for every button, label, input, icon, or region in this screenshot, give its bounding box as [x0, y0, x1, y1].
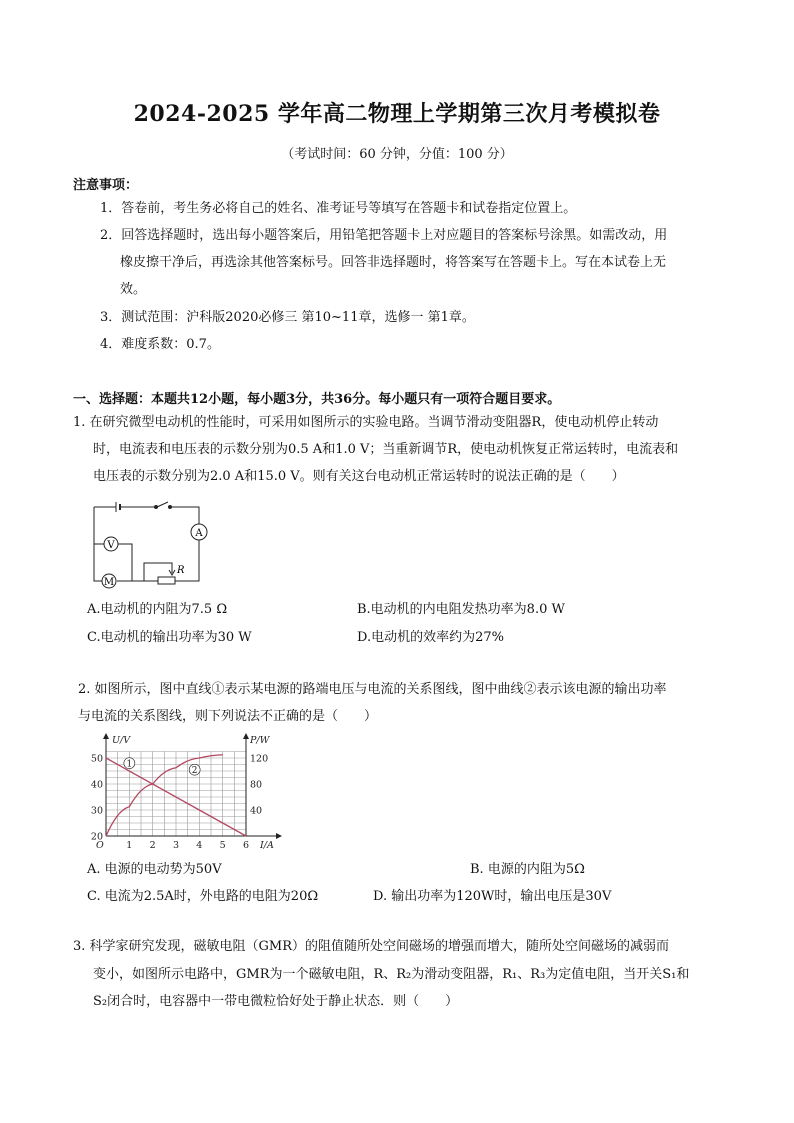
notice-item-2-cont: 橡皮擦干净后，再选涂其他答案标号。回答非选择题时，将答案写在答题卡上。写在本试卷上无 — [120, 255, 667, 270]
x-tick-label: 5 — [219, 840, 226, 851]
notice-item-2-end: 效。 — [120, 282, 147, 297]
q3-line-1: 3. 科学家研究发现，磁敏电阻（GMR）的阻值随所处空间磁场的增强而增大，随所处空间磁场的减弱而 — [73, 939, 670, 954]
q1-option-b[interactable]: B.电动机的内电阻发热功率为8.0 W — [357, 602, 565, 617]
voltmeter-label: V — [107, 540, 115, 551]
rheostat-label: R — [177, 565, 185, 576]
notice-item-4: 4．难度系数：0.7。 — [100, 337, 220, 352]
y-tick-label: 20 — [90, 831, 103, 843]
q2-line-2: 与电流的关系图线，则下列说法不正确的是（ ） — [78, 709, 378, 724]
q1-line-2: 时，电流表和电压表的示数分别为0.5 A和1.0 V；当重新调节R，使电动机恢复正常运转时，电流表和 — [93, 442, 679, 457]
q2-option-a[interactable]: A. 电源的电动势为50V — [87, 862, 222, 877]
y2-tick-label: 40 — [250, 805, 263, 817]
q1-line-3: 电压表的示数分别为2.0 A和15.0 V。则有关这台电动机正常运转时的说法正确的是（ ） — [93, 469, 625, 484]
notice-item-2: 2．回答选择题时，选出每小题答案后，用铅笔把答题卡上对应题目的答案标号涂黑。如需改动，用 — [100, 228, 668, 243]
series-name-label: 2 — [191, 766, 198, 776]
y2-axis-arrow — [243, 733, 249, 739]
page-title: 2024-2025 学年高二物理上学期第三次月考模拟卷 — [133, 101, 661, 127]
x-tick-label: 3 — [172, 840, 180, 851]
notice-item-1: 1．答卷前，考生务必将自己的姓名、准考证号等填写在答题卡和试卷指定位置上。 — [100, 201, 577, 216]
q1-option-a[interactable]: A.电动机的内阻为7.5 Ω — [87, 602, 228, 617]
y2-tick-label: 120 — [250, 753, 269, 765]
ammeter-label: A — [195, 528, 203, 539]
page-subtitle: （考试时间：60 分钟，分值：100 分） — [281, 147, 513, 162]
y-axis-label: U/V — [112, 735, 131, 746]
q2-option-c[interactable]: C. 电流为2.5A时，外电路的电阻为20Ω — [87, 889, 319, 904]
q1-line-1: 1. 在研究微型电动机的性能时，可采用如图所示的实验电路。当调节滑动变阻器R，使电动机停止转动 — [73, 415, 659, 430]
q3-line-3: S₂闭合时，电容器中一带电微粒恰好处于静止状态．则（ ） — [93, 994, 459, 1009]
q2-chart — [88, 731, 288, 855]
y-tick-label: 40 — [90, 779, 103, 791]
x-tick-label: 2 — [149, 840, 156, 851]
y2-axis-label: P/W — [250, 735, 270, 746]
y-tick-label: 50 — [90, 753, 103, 765]
q1-option-c[interactable]: C.电动机的输出功率为30 W — [87, 630, 252, 645]
q3-line-2: 变小，如图所示电路中，GMR为一个磁敏电阻，R、R₂为滑动变阻器，R₁、R₃为定值电阻，当开关S₁和 — [93, 967, 690, 982]
motor-label: M — [103, 577, 115, 588]
notice-item-3: 3．测试范围：沪科版2020必修三 第10~11章，选修一 第1章。 — [100, 310, 475, 325]
y-axis-arrow — [103, 733, 109, 739]
q2-option-b[interactable]: B. 电源的内阻为5Ω — [470, 862, 585, 877]
notice-heading: 注意事项： — [73, 178, 139, 193]
q1-option-d[interactable]: D.电动机的效率约为27% — [357, 630, 504, 645]
x-tick-label: 4 — [196, 840, 203, 851]
x-tick-label: 6 — [242, 840, 250, 851]
x-axis-label: I/A — [260, 840, 274, 851]
q1-circuit-diagram — [88, 493, 218, 593]
x-axis-arrow — [276, 833, 282, 839]
y2-tick-label: 80 — [250, 779, 263, 791]
section-heading: 一、选择题：本题共12小题，每小题3分，共36分。每小题只有一项符合题目要求。 — [73, 392, 561, 407]
q2-line-1: 2. 如图所示，图中直线①表示某电源的路端电压与电流的关系图线，图中曲线②表示该电源的输出功率 — [78, 682, 667, 697]
y-tick-label: 30 — [90, 805, 103, 817]
series-name-label: 1 — [126, 759, 133, 770]
q2-option-d[interactable]: D. 输出功率为120W时，输出电压是30V — [373, 889, 612, 904]
origin-label: O — [96, 840, 104, 851]
x-tick-label: 1 — [126, 840, 133, 851]
